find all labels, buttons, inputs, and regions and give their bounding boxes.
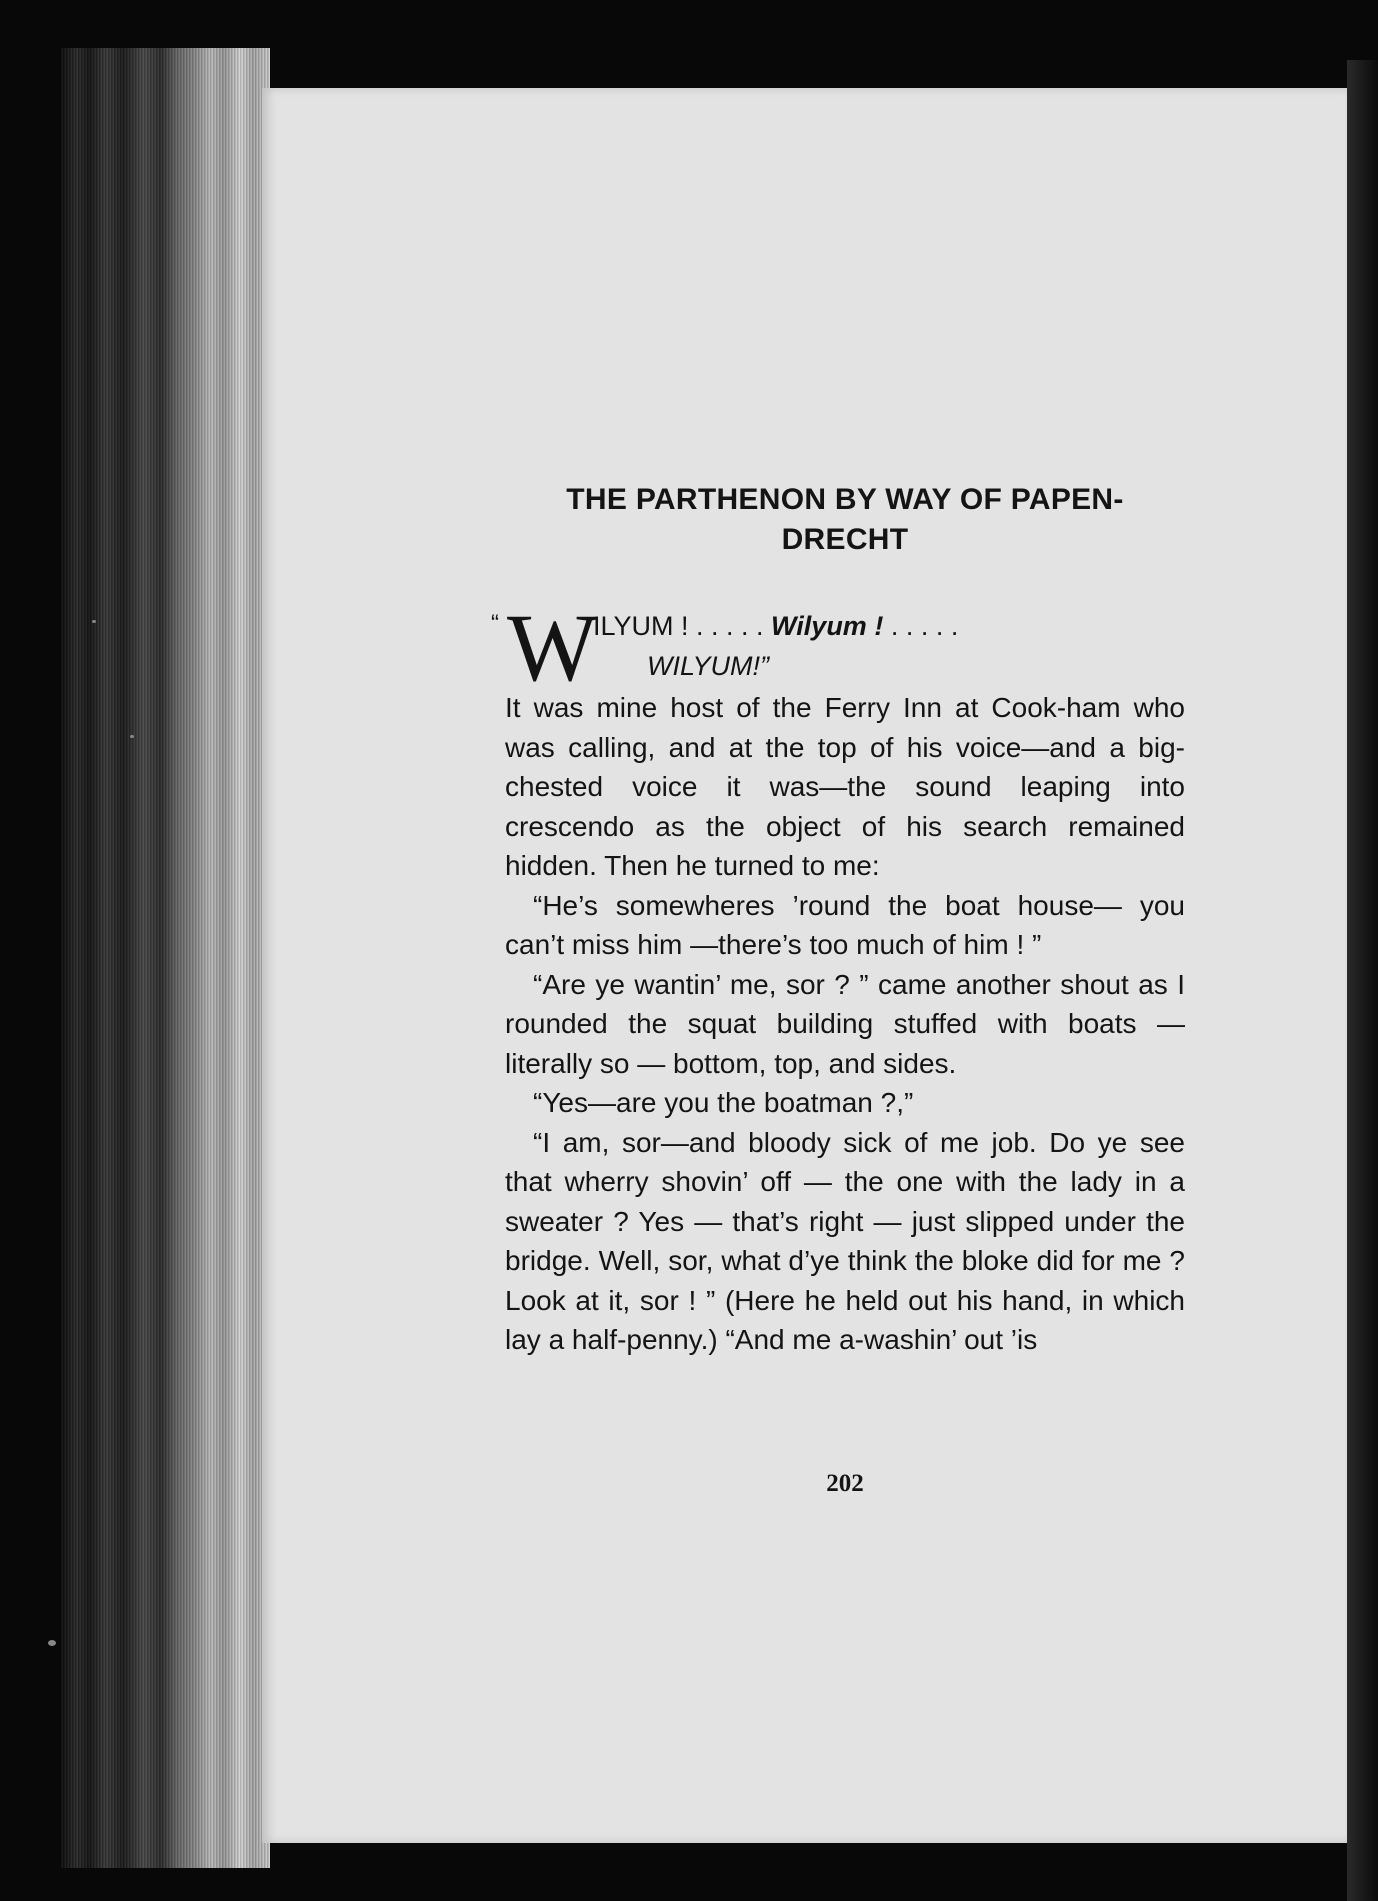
opening-caps: ILYUM ! . . . . . (593, 611, 764, 641)
chapter-title (505, 480, 1185, 560)
opening-tail: . . . . . (890, 611, 959, 641)
paragraph: “Are ye wantin’ me, sor ? ” came another shout as I rounded the squat building stuffed with boats — literally so — bottom, top, and sides. (505, 968, 1185, 1079)
drop-cap: W (507, 594, 598, 701)
opening-cry (491, 594, 1185, 701)
chapter-title-line1: THE PARTHENON BY WAY OF PAPEN- (566, 483, 1124, 516)
paragraph: “He’s somewheres ’round the boat house— you can’t miss him —there’s too much of him ! ” (505, 889, 1185, 960)
page-number: 202 (826, 1470, 864, 1497)
paragraph: “I am, sor—and bloody sick of me job. Do ye see that wherry shovin’ off — the one with the lady in a sweater ? Yes — that’s right — just slipped under the bridge. Well, sor, what d’ye think the bloke did for me ? Look at it, sor ! ” (Here he held out his hand, in which lay a half-penny.) “And me a-washin’ out ’is (505, 1126, 1185, 1355)
page-shadow (1347, 60, 1378, 1901)
opening-quote-mark: “ (491, 610, 499, 637)
page-text (491, 480, 1185, 1497)
opening-line2: WILYUM!” (647, 651, 770, 681)
dust-speck (130, 735, 134, 738)
chapter-title-line2: DRECHT (781, 523, 909, 556)
page-edges (60, 48, 270, 1868)
paragraph: “Yes—are you the boatman ?,” (533, 1087, 914, 1118)
dust-speck (92, 620, 96, 623)
dust-speck (48, 1640, 56, 1646)
opening-line1 (593, 606, 1185, 646)
opening-italic: Wilyum ! (771, 611, 884, 641)
paragraph: It was mine host of the Ferry Inn at Cook-ham who was calling, and at the top of his voice—and a big-chested voice it was—the sound leaping into crescendo as the object of his search remained hidden. Then he turned to me: (505, 692, 1185, 881)
